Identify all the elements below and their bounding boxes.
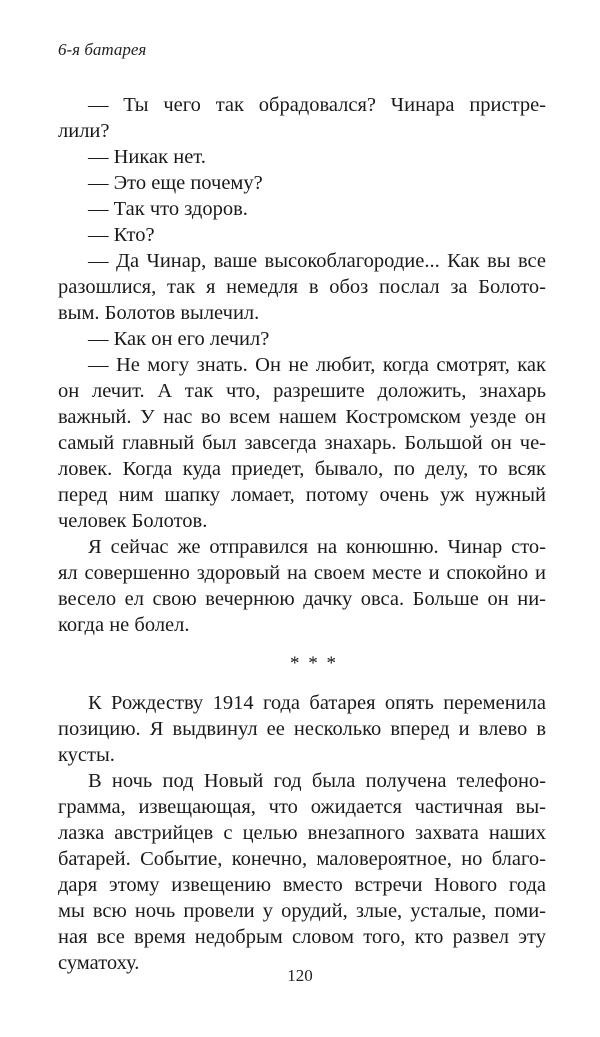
text-line: грамма, извещающая, что ожидается частичная вы- bbox=[58, 796, 546, 818]
text-line: — Да Чинар, ваше высокоблагородие... Как вы все bbox=[88, 250, 546, 272]
text-line: даря этому извещению вместо встречи Нового года bbox=[58, 874, 546, 896]
text-line: весело ел свою вечернюю дачку овса. Больше он ни- bbox=[58, 588, 546, 610]
text-line: ная все время недобрым словом того, кто развел эту bbox=[58, 926, 546, 948]
text-line: К Рождеству 1914 года батарея опять переменила bbox=[88, 692, 546, 714]
text-line: самый главный был завсегда знахарь. Большой он че- bbox=[58, 432, 546, 454]
text-line: когда не болел. bbox=[58, 614, 190, 636]
text-line: — Ты чего так обрадовался? Чинара пристре- bbox=[88, 94, 546, 116]
text-line: разошлися, так я немедля в обоз послал за Болото- bbox=[58, 276, 546, 298]
text-line: — Это еще почему? bbox=[88, 172, 263, 194]
text-line: — Кто? bbox=[88, 224, 155, 246]
text-line: перед ним шапку ломает, потому очень уж нужный bbox=[58, 484, 546, 506]
text-line: суматоху. bbox=[58, 952, 140, 974]
page-body bbox=[58, 92, 546, 976]
text-line: лазка австрийцев с целью внезапного захвата наших bbox=[58, 822, 546, 844]
section-separator: * * * bbox=[290, 653, 338, 674]
text-line: Я сейчас же отправился на конюшню. Чинар сто- bbox=[88, 536, 546, 558]
text-line: ловек. Когда куда приедет, бывало, по делу, то всяк bbox=[58, 458, 546, 480]
text-line: — Так что здоров. bbox=[88, 198, 248, 220]
text-line: мы всю ночь провели у орудий, злые, усталые, поми- bbox=[58, 900, 546, 922]
text-line: он лечит. А так что, разрешите доложить, знахарь bbox=[58, 380, 546, 402]
text-line: лили? bbox=[58, 120, 110, 142]
text-line: — Никак нет. bbox=[88, 146, 206, 168]
running-head: 6-я батарея bbox=[58, 40, 147, 59]
text-line: важный. У нас во всем нашем Костромском уезде он bbox=[58, 406, 546, 428]
text-line: кусты. bbox=[58, 744, 115, 766]
text-line: позицию. Я выдвинул ее несколько вперед и влево в bbox=[58, 718, 546, 740]
text-line: человек Болотов. bbox=[58, 510, 208, 532]
text-line: батарей. Событие, конечно, маловероятное, но благо- bbox=[58, 848, 546, 870]
text-line: В ночь под Новый год была получена телефоно- bbox=[88, 770, 546, 792]
text-line: ял совершенно здоровый на своем месте и спокойно и bbox=[58, 562, 546, 584]
text-line: вым. Болотов вылечил. bbox=[58, 302, 260, 324]
text-line: — Как он его лечил? bbox=[88, 328, 270, 350]
text-line: — Не могу знать. Он не любит, когда смотрят, как bbox=[88, 354, 546, 376]
page-number: 120 bbox=[287, 966, 313, 985]
